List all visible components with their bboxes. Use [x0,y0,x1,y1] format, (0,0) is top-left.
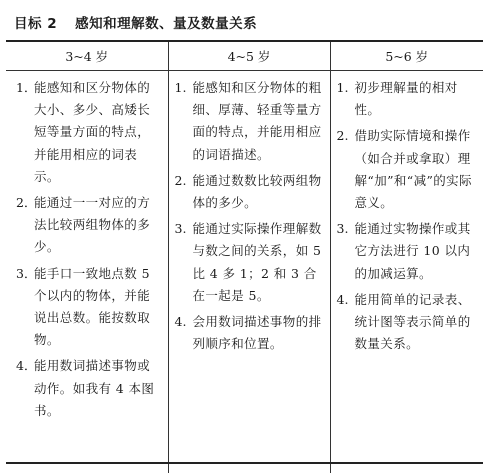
age-header-3-4: 3~4 岁 [6,42,168,71]
list-item [337,218,478,285]
item-text: 初步理解量的相对性。 [355,77,478,121]
item-number: 1. [175,77,193,166]
list-item [175,218,324,307]
item-number: 1. [337,77,355,121]
column-4-5 [168,71,330,473]
item-number: 4. [175,311,193,355]
item-text: 能感知和区分物体的粗细、厚薄、轻重等量方面的特点，并能用相应的词语描述。 [193,77,324,166]
age-header-4-5: 4~5 岁 [168,42,330,71]
column-3-4 [6,71,168,473]
table-bottom-rule [6,462,483,464]
section-title-text: 感知和理解数、量及数量关系 [75,14,257,34]
goal-list-3-4 [16,77,162,422]
item-number: 3. [337,218,355,285]
list-item [16,192,162,259]
goal-list-4-5 [175,77,324,355]
objectives-table [6,42,483,473]
table-header-row [6,42,483,71]
item-text: 能通过实际操作理解数与数之间的关系，如 5 比 4 多 1；2 和 3 合在一起是 5。 [193,218,324,307]
list-item [175,170,324,214]
item-text: 能手口一致地点数 5 个以内的物体，并能说出总数。能按数取物。 [34,263,162,352]
item-text: 能通过数数比较两组物体的多少。 [193,170,324,214]
item-number: 1． [16,77,34,188]
item-number: 4. [337,289,355,356]
goal-list-5-6 [337,77,478,355]
list-item [337,289,478,356]
table-body-row [6,71,483,473]
list-item [337,77,478,121]
column-5-6 [330,71,483,473]
list-item [337,125,478,214]
item-text: 能感知和区分物体的大小、多少、高矮长短等量方面的特点，并能用相应的词表示。 [34,77,162,188]
item-number: 3. [175,218,193,307]
item-text: 会用数词描述事物的排列顺序和位置。 [193,311,324,355]
item-text: 能通过一一对应的方法比较两组物体的多少。 [34,192,162,259]
item-text: 能用简单的记录表、统计图等表示简单的数量关系。 [355,289,478,356]
item-number: 2. [175,170,193,214]
list-item [175,311,324,355]
item-number: 3． [16,263,34,352]
item-text: 能用数词描述事物或动作。如我有 4 本图书。 [34,355,162,422]
list-item [175,77,324,166]
item-number: 4． [16,355,34,422]
item-text: 借助实际情境和操作（如合并或拿取）理解“加”和“减”的实际意义。 [355,125,478,214]
item-number: 2． [16,192,34,259]
section-title-label: 目标 2 [14,14,57,34]
section-title [6,14,483,34]
item-number: 2. [337,125,355,214]
item-text: 能通过实物操作或其它方法进行 10 以内的加减运算。 [355,218,478,285]
list-item [16,263,162,352]
list-item [16,77,162,188]
age-header-5-6: 5~6 岁 [330,42,483,71]
list-item [16,355,162,422]
